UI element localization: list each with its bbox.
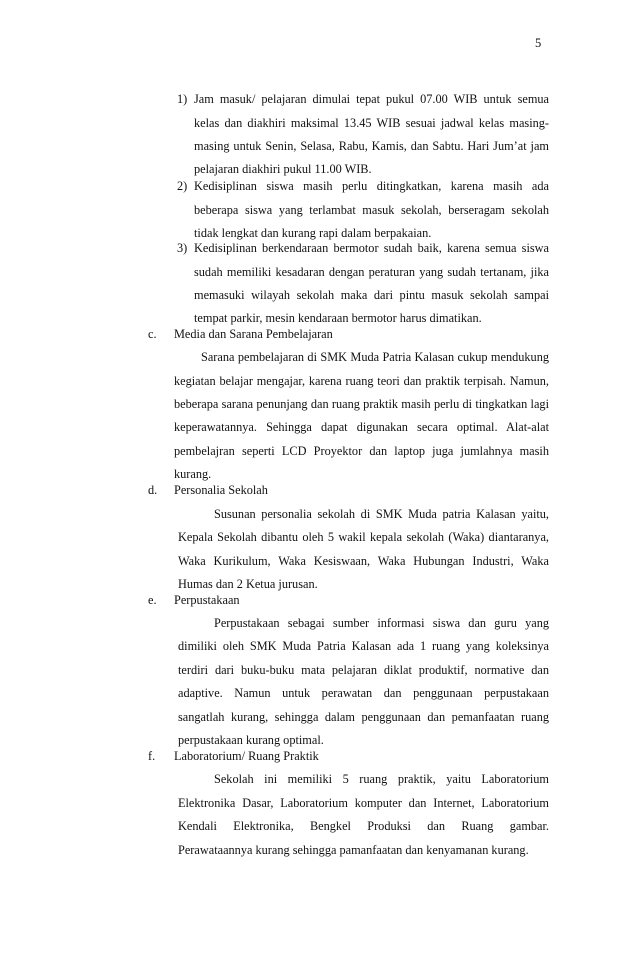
- paragraph-line: keperawatannya. Sehingga dapat digunakan secara optimal. Alat-alat: [174, 420, 549, 434]
- paragraph-line: perpustakaan kurang optimal.: [178, 733, 324, 747]
- section-marker: e.: [148, 593, 157, 607]
- paragraph-line: Sarana pembelajaran di SMK Muda Patria Kalasan cukup mendukung: [201, 350, 549, 364]
- paragraph-line: beberapa sarana penunjang dan ruang praktik masih perlu di tingkatkan lagi: [174, 397, 549, 411]
- paragraph-line: Susunan personalia sekolah di SMK Muda patria Kalasan yaitu,: [214, 507, 549, 521]
- paragraph-line: adaptive. Namun untuk perawatan dan penggunaan perpustakaan: [178, 686, 549, 700]
- list-line: Kedisiplinan berkendaraan bermotor sudah baik, karena semua siswa: [194, 241, 549, 255]
- paragraph-line: Kepala Sekolah dibantu oleh 5 wakil kepala sekolah (Waka) diantaranya,: [178, 530, 549, 544]
- page-number: 5: [535, 36, 542, 50]
- section-title: Laboratorium/ Ruang Praktik: [174, 749, 319, 763]
- section-marker: c.: [148, 327, 157, 341]
- list-line: beberapa siswa yang terlambat masuk sekolah, berseragam sekolah: [194, 203, 549, 217]
- list-marker: 3): [177, 241, 188, 255]
- list-line: tempat parkir, mesin kendaraan bermotor harus dimatikan.: [194, 311, 482, 325]
- list-line: Kedisiplinan siswa masih perlu ditingkatkan, karena masih ada: [194, 179, 549, 193]
- paragraph-line: terdiri dari buku-buku mata pelajaran diklat produktif, normative dan: [178, 663, 549, 677]
- paragraph-line: sangatlah kurang, sehingga dalam penggunaan dan pemanfaatan ruang: [178, 710, 549, 724]
- paragraph-line: pembelajran seperti LCD Proyektor dan laptop juga jumlahnya masih: [174, 444, 549, 458]
- paragraph-line: Humas dan 2 Ketua jurusan.: [178, 577, 318, 591]
- list-marker: 2): [177, 179, 188, 193]
- list-marker: 1): [177, 92, 188, 106]
- paragraph-line: Elektronika Dasar, Laboratorium komputer dan Internet, Laboratorium: [178, 796, 549, 810]
- paragraph-line: kurang.: [174, 467, 212, 481]
- paragraph-line: kegiatan belajar mengajar, karena ruang teori dan praktik terpisah. Namun,: [174, 374, 549, 388]
- list-line: sudah memiliki kesadaran dengan peraturan yang sudah tertanam, jika: [194, 265, 549, 279]
- list-line: Jam masuk/ pelajaran dimulai tepat pukul 07.00 WIB untuk semua: [194, 92, 549, 106]
- paragraph-line: Kendali Elektronika, Bengkel Produksi dan Ruang gambar.: [178, 819, 549, 833]
- section-marker: d.: [148, 483, 158, 497]
- list-line: tidak lengkat dan kurang rapi dalam berpakaian.: [194, 226, 432, 240]
- section-title: Media dan Sarana Pembelajaran: [174, 327, 333, 341]
- paragraph-line: Perawataannya kurang sehingga pamanfaatan dan kenyamanan kurang.: [178, 843, 529, 857]
- paragraph-line: dimiliki oleh SMK Muda Patria Kalasan ada 1 ruang yang koleksinya: [178, 639, 549, 653]
- section-title: Personalia Sekolah: [174, 483, 268, 497]
- paragraph-line: Sekolah ini memiliki 5 ruang praktik, yaitu Laboratorium: [214, 772, 549, 786]
- section-title: Perpustakaan: [174, 593, 240, 607]
- list-line: kelas dan diakhiri maksimal 13.45 WIB sesuai jadwal kelas masing-: [194, 116, 549, 130]
- list-line: masing untuk Senin, Selasa, Rabu, Kamis, dan Sabtu. Hari Jum’at jam: [194, 139, 549, 153]
- section-marker: f.: [148, 749, 156, 763]
- list-line: memasuki wilayah sekolah maka dari pintu masuk sekolah sampai: [194, 288, 549, 302]
- paragraph-line: Perpustakaan sebagai sumber informasi siswa dan guru yang: [214, 616, 549, 630]
- list-line: pelajaran diakhiri pukul 11.00 WIB.: [194, 162, 372, 176]
- paragraph-line: Waka Kurikulum, Waka Kesiswaan, Waka Hubungan Industri, Waka: [178, 554, 549, 568]
